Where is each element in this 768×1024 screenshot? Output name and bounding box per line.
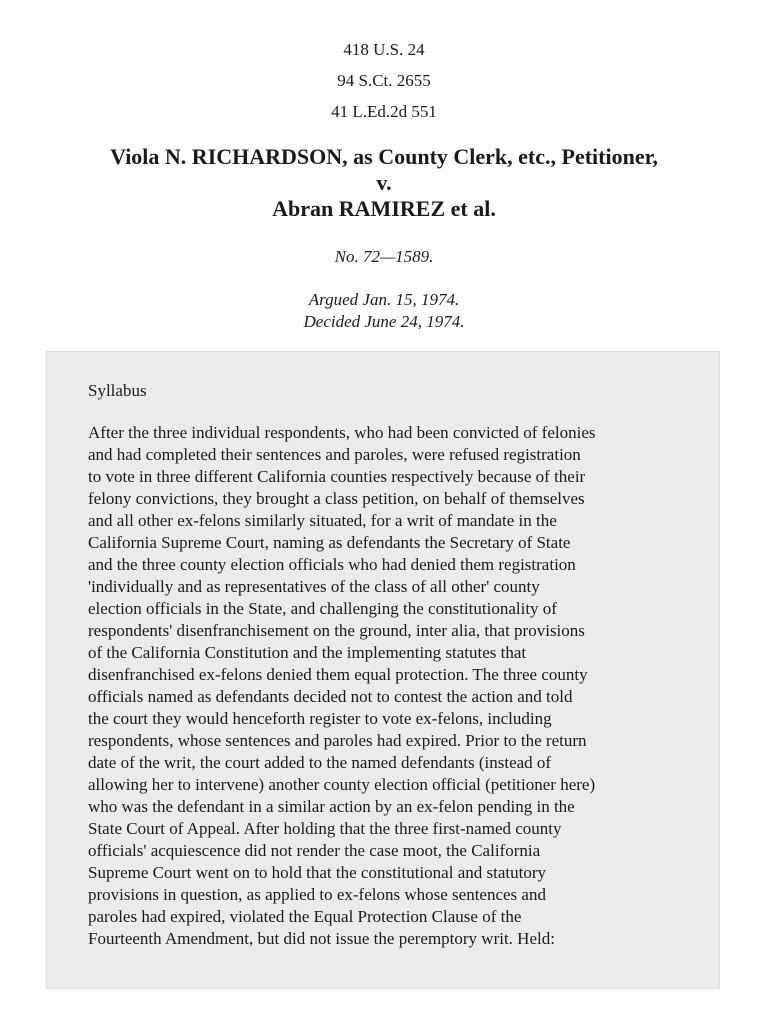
syllabus-text — [88, 422, 688, 950]
syllabus-line: date of the writ, the court added to the named defendants (instead of — [88, 753, 552, 772]
supreme-court-reporter-citation: 94 S.Ct. 2655 — [337, 71, 431, 90]
syllabus-line: provisions in question, as applied to ex-felons whose sentences and — [88, 885, 546, 904]
syllabus-line: respondents' disenfranchisement on the ground, inter alia, that provisions — [88, 621, 585, 640]
case-dates — [0, 289, 768, 333]
docket-number: No. 72—1589. — [334, 247, 434, 266]
syllabus-line: officials named as defendants decided not to contest the action and told — [88, 687, 573, 706]
syllabus-line: respondents, whose sentences and paroles had expired. Prior to the return — [88, 731, 587, 750]
syllabus-line: Fourteenth Amendment, but did not issue the peremptory writ. Held: — [88, 929, 555, 948]
syllabus-line: and all other ex-felons similarly situated, for a writ of mandate in the — [88, 511, 557, 530]
petitioner-name: Viola N. RICHARDSON, as County Clerk, etc., Petitioner, — [110, 144, 658, 169]
syllabus-heading: Syllabus — [88, 381, 147, 400]
syllabus-line: and had completed their sentences and paroles, were refused registration — [88, 445, 581, 464]
lawyers-edition-citation: 41 L.Ed.2d 551 — [331, 102, 437, 121]
us-reports-citation: 418 U.S. 24 — [343, 40, 425, 59]
syllabus-line: paroles had expired, violated the Equal Protection Clause of the — [88, 907, 522, 926]
syllabus-line: who was the defendant in a similar action by an ex-felon pending in the — [88, 797, 575, 816]
decided-date: Decided June 24, 1974. — [303, 312, 465, 331]
syllabus-line: the court they would henceforth register to vote ex-felons, including — [88, 709, 552, 728]
syllabus-line: election officials in the State, and challenging the constitutionality of — [88, 599, 557, 618]
respondent-name: Abran RAMIREZ et al. — [272, 196, 496, 221]
syllabus-line: felony convictions, they brought a class petition, on behalf of themselves — [88, 489, 585, 508]
syllabus-line: After the three individual respondents, who had been convicted of felonies — [88, 423, 596, 442]
syllabus-line: officials' acquiescence did not render the case moot, the California — [88, 841, 541, 860]
syllabus-line: and the three county election officials who had denied them registration — [88, 555, 576, 574]
syllabus-line: Supreme Court went on to hold that the constitutional and statutory — [88, 863, 546, 882]
versus-label: v. — [376, 170, 392, 195]
citation-block — [0, 34, 768, 127]
syllabus-line: California Supreme Court, naming as defendants the Secretary of State — [88, 533, 571, 552]
syllabus-line: disenfranchised ex-felons denied them equal protection. The three county — [88, 665, 588, 684]
syllabus-line: of the California Constitution and the implementing statutes that — [88, 643, 527, 662]
syllabus-line: to vote in three different California counties respectively because of their — [88, 467, 586, 486]
syllabus-line: 'individually and as representatives of the class of all other' county — [88, 577, 540, 596]
syllabus-line: allowing her to intervene) another county election official (petitioner here) — [88, 775, 596, 794]
case-title — [0, 144, 768, 222]
argued-date: Argued Jan. 15, 1974. — [308, 290, 460, 309]
syllabus-line: State Court of Appeal. After holding that the three first-named county — [88, 819, 562, 838]
syllabus-panel — [46, 351, 720, 989]
